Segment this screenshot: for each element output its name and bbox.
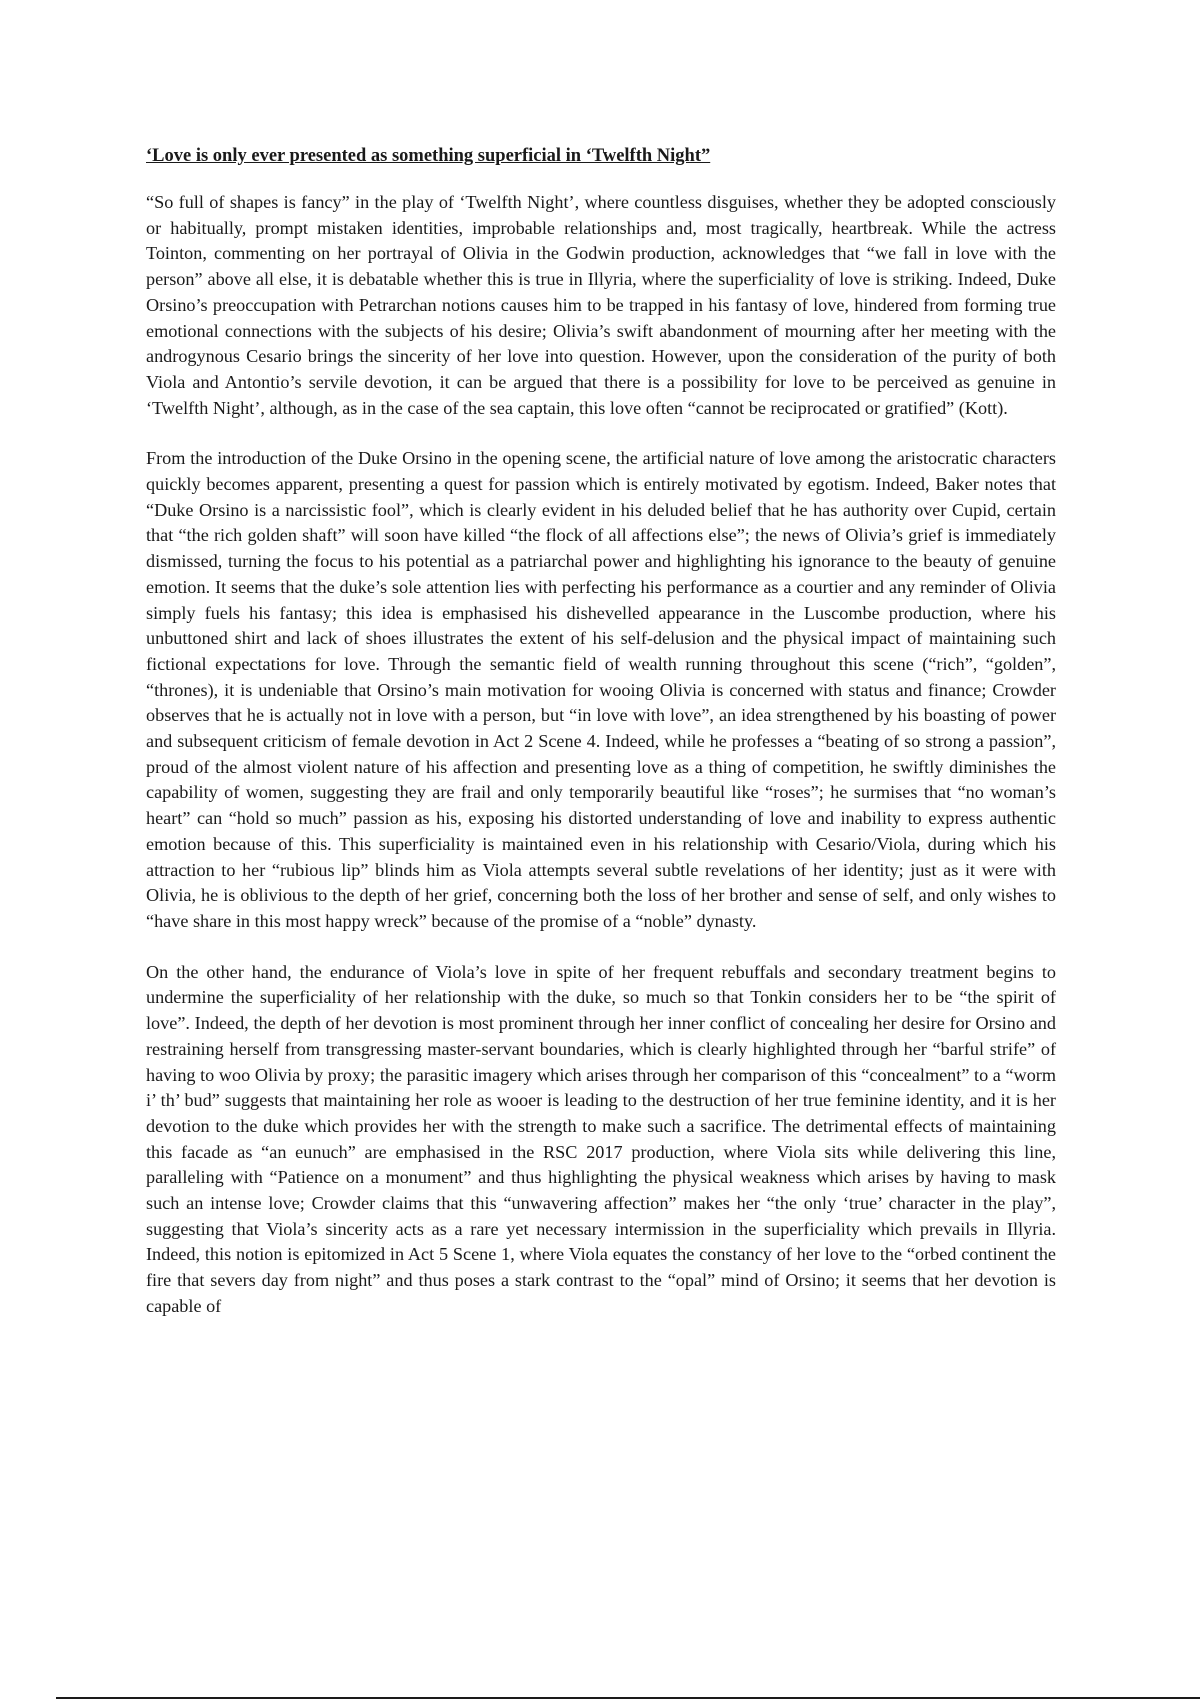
paragraph-intro: “So full of shapes is fancy” in the play of ‘Twelfth Night’, where countless disguises, whether they be adopted consciously or habitually, prompt mistaken identities, improbable relationships and, most tragically, heartbreak. While the actress Tointon, commenting on her portrayal of Olivia in the Godwin production, acknowledges that “we fall in love with the person” above all else, it is debatable whether this is true in Illyria, where the superficiality of love is striking. Indeed, Duke Orsino’s preoccupation with Petrarchan notions causes him to be trapped in his fantasy of love, hindered from forming true emotional connections with the subjects of his desire; Olivia’s swift abandonment of mourning after her meeting with the androgynous Cesario brings the sincerity of her love into question. However, upon the consideration of the purity of both Viola and Antontio’s servile devotion, it can be argued that there is a possibility for love to be perceived as genuine in ‘Twelfth Night’, although, as in the case of the sea captain, this love often “cannot be reciprocated or gratified” (Kott). (146, 192, 1056, 418)
essay-title: ‘Love is only ever presented as something superficial in ‘Twelfth Night” (146, 146, 711, 166)
document-page (146, 144, 1056, 1345)
page-bottom-rule (56, 1697, 1200, 1699)
paragraph-viola: On the other hand, the endurance of Viola’s love in spite of her frequent rebuffals and secondary treatment begins to undermine the superficiality of her relationship with the duke, so much so that Tonkin considers her to be “the spirit of love”. Indeed, the depth of her devotion is most prominent through her inner conflict of concealing her desire for Orsino and restraining herself from transgressing master-servant boundaries, which is clearly highlighted through her “barful strife” of having to woo Olivia by proxy; the parasitic imagery which arises through her comparison of this “concealment” to a “worm i’ th’ bud” suggests that maintaining her role as wooer is leading to the destruction of her true feminine identity, and it is her devotion to the duke which provides her with the strength to make such a sacrifice. The detrimental effects of maintaining this facade as “an eunuch” are emphasised in the RSC 2017 production, where Viola sits while delivering this line, paralleling with “Patience on a monument” and thus highlighting the physical weakness which arises by having to mask such an intense love; Crowder claims that this “unwavering affection” makes her “the only ‘true’ character in the play”, suggesting that Viola’s sincerity acts as a rare yet necessary intermission in the superficiality which prevails in Illyria. Indeed, this notion is epitomized in Act 5 Scene 1, where Viola equates the constancy of her love to the “orbed continent the fire that severs day from night” and thus poses a stark contrast to the “opal” mind of Orsino; it seems that her devotion is capable of (146, 961, 1056, 1316)
paragraph-orsino: From the introduction of the Duke Orsino in the opening scene, the artificial nature of love among the aristocratic characters quickly becomes apparent, presenting a quest for passion which is entirely motivated by egotism. Indeed, Baker notes that “Duke Orsino is a narcissistic fool”, which is clearly evident in his deluded belief that he has authority over Cupid, certain that “the rich golden shaft” will soon have killed “the flock of all affections else”; the news of Olivia’s grief is immediately dismissed, turning the focus to his potential as a patriarchal power and highlighting his ignorance to the beauty of genuine emotion. It seems that the duke’s sole attention lies with perfecting his performance as a courtier and any reminder of Olivia simply fuels his fantasy; this idea is emphasised his dishevelled appearance in the Luscombe production, where his unbuttoned shirt and lack of shoes illustrates the extent of his self-delusion and the physical impact of maintaining such fictional expectations for love. Through the semantic field of wealth running throughout this scene (“rich”, “golden”, “thrones), it is undeniable that Orsino’s main motivation for wooing Olivia is concerned with status and finance; Crowder observes that he is actually not in love with a person, but “in love with love”, an idea strengthened by his boasting of power and subsequent criticism of female devotion in Act 2 Scene 4. Indeed, while he professes a “beating of so strong a passion”, proud of the almost violent nature of his affection and presenting love as a thing of competition, he swiftly diminishes the capability of women, suggesting they are frail and only temporarily beautiful like “roses”; he surmises that “no woman’s heart” can “hold so much” passion as his, exposing his distorted understanding of love and inability to express authentic emotion because of this. This superficiality is maintained even in his relationship with Cesario/Viola, during which his attraction to her “rubious lip” blinds him as Viola attempts several subtle revelations of her identity; just as it were with Olivia, he is oblivious to the depth of her grief, concerning both the loss of her brother and sense of self, and only wishes to “have share in this most happy wreck” because of the promise of a “noble” dynasty. (146, 448, 1056, 931)
